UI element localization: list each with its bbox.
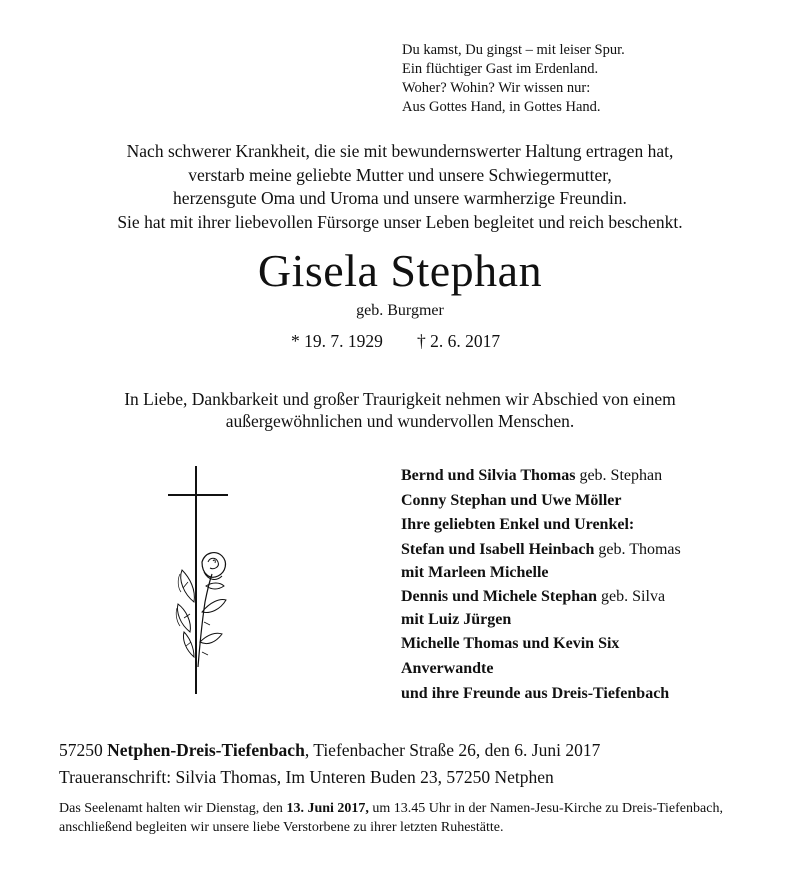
mourner-entry: [401, 539, 681, 584]
mourner-note: geb. Stephan: [575, 467, 663, 484]
farewell-line: außergewöhnlichen und wundervollen Menschen.: [225, 411, 575, 431]
farewell-line: In Liebe, Dankbarkeit und großer Traurigkeit nehmen wir Abschied von einem: [124, 389, 676, 409]
notice-text-cont: um 13.45 Uhr in der Namen-Jesu-Kirche zu Dreis-Tiefenbach, anschließend begleiten wir unsere liebe Verstorbene zu ihrer letzten Ruhestätte.: [59, 801, 723, 835]
mourner-child: mit Luiz Jürgen: [401, 610, 512, 628]
address-rest: , Tiefenbacher Straße 26, den 6. Juni 2017: [304, 740, 601, 760]
mourner-note: geb. Silva: [597, 588, 666, 606]
mourner-name: Michelle Thomas und Kevin Six: [401, 635, 620, 653]
intro-line: Nach schwerer Krankheit, die sie mit bewundernswerter Haltung ertragen hat,: [126, 141, 674, 161]
intro-line: herzensgute Oma und Uroma und unsere warmherzige Freundin.: [173, 188, 627, 208]
poem-line: Woher? Wohin? Wir wissen nur:: [402, 80, 591, 96]
mourner-entry: [401, 586, 681, 631]
notice-text: Das Seelenamt halten wir Dienstag, den: [59, 801, 287, 816]
poem-line: Ein flüchtiger Gast im Erdenland.: [402, 61, 599, 77]
cross-with-rose-icon: [150, 462, 250, 703]
intro-text: [0, 140, 800, 234]
mourner-name: Conny Stephan und Uwe Möller: [401, 491, 622, 509]
mourner-name: und ihre Freunde aus Dreis-Tiefenbach: [401, 684, 670, 702]
mourner-note: geb. Thomas: [594, 541, 681, 559]
mourner-entry: [401, 465, 681, 488]
mourner-entry: [401, 658, 681, 681]
poem: [402, 41, 625, 117]
deceased-name: Gisela Stephan: [257, 245, 543, 296]
birth-name: geb. Burgmer: [356, 302, 444, 319]
mourning-address: Traueranschrift: Silvia Thomas, Im Unteren Buden 23, 57250 Netphen: [59, 767, 554, 787]
poem-line: Du kamst, Du gingst – mit leiser Spur.: [402, 42, 625, 58]
address-zip: 57250: [59, 740, 108, 760]
mourner-entry: [401, 490, 681, 513]
mourner-name: Dennis und Michele Stephan: [401, 588, 598, 606]
mourner-name: Anverwandte: [401, 660, 494, 678]
mourner-name: Ihre geliebten Enkel und Urenkel:: [401, 516, 635, 534]
notice-date: 13. Juni 2017,: [286, 801, 369, 816]
mourner-entry: [401, 633, 681, 656]
mourners-list: [401, 465, 681, 708]
intro-line: Sie hat mit ihrer liebevollen Fürsorge unser Leben begleitet und reich beschenkt.: [117, 211, 683, 232]
birth-date: * 19. 7. 1929: [291, 331, 383, 351]
poem-line: Aus Gottes Hand, in Gottes Hand.: [402, 99, 601, 115]
address-town: Netphen-Dreis-Tiefenbach: [107, 740, 305, 760]
funeral-notice: [59, 800, 749, 837]
intro-line: verstarb meine geliebte Mutter und unsere Schwiegermutter,: [188, 164, 612, 185]
mourner-entry: [401, 514, 681, 537]
death-date: † 2. 6. 2017: [417, 331, 501, 351]
place-and-date: [59, 739, 600, 761]
mourner-name: Bernd und Silvia Thomas: [401, 467, 576, 484]
mourner-name: Stefan und Isabell Heinbach: [401, 541, 595, 559]
mourner-child: mit Marleen Michelle: [401, 563, 549, 581]
farewell-text: [0, 388, 800, 432]
mourner-entry: [401, 683, 681, 706]
